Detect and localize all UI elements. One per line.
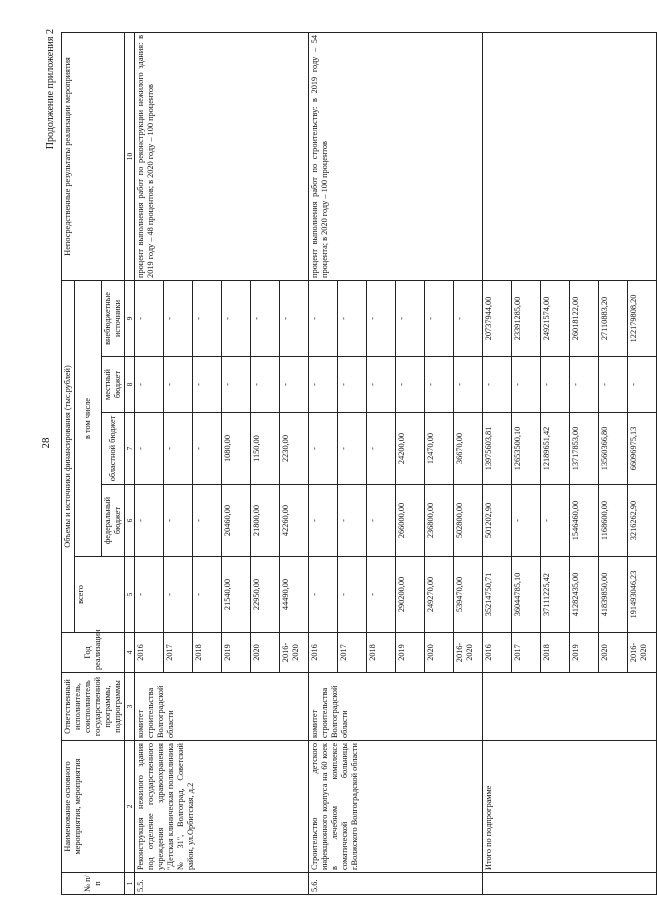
cell-local: - [483,357,512,413]
cell-regional: - [193,413,222,485]
cell-extrabudget: - [193,280,222,356]
cell-local: - [396,357,425,413]
header-federal: федеральный бюджет [102,485,125,557]
cell-total: - [309,557,338,633]
cell-year: 2018 [541,633,570,673]
row-responsible: комитет строительства Волгоградской области [135,673,309,741]
funding-table [61,32,657,895]
cell-local: - [570,357,599,413]
cell-local: - [251,357,280,413]
cell-regional: 2230,00 [280,413,309,485]
cell-federal: 236800,00 [425,485,454,557]
cell-year: 2017 [164,633,193,673]
row-num: 5.5. [135,873,309,895]
cell-local: - [425,357,454,413]
cell-local: - [309,357,338,413]
table-row [309,32,338,894]
cell-regional: 1150,00 [251,413,280,485]
cell-federal: - [541,485,570,557]
cell-year: 2020 [251,633,280,673]
cell-federal: - [367,485,396,557]
cell-extrabudget: - [222,280,251,356]
cell-year: 2016 [309,633,338,673]
cell-extrabudget: - [164,280,193,356]
col-number: 10 [125,32,135,280]
cell-federal: 1546460,00 [570,485,599,557]
cell-extrabudget: - [367,280,396,356]
table-row [135,32,164,894]
cell-year: 2018 [193,633,222,673]
col-number: 6 [125,485,135,557]
cell-extrabudget: 23391285,00 [512,280,541,356]
row-responsible [483,673,657,741]
cell-regional: 66096975,13 [628,413,657,485]
cell-total: 21540,00 [222,557,251,633]
cell-regional: 24200,00 [396,413,425,485]
page-number: 28 [40,437,52,449]
cell-federal: - [164,485,193,557]
cell-regional: - [338,413,367,485]
cell-total: - [367,557,396,633]
cell-year: 2019 [570,633,599,673]
cell-federal: 266000,00 [396,485,425,557]
table-body [135,32,657,894]
cell-year: 2016-2020 [628,633,657,673]
cell-extrabudget: 20737944,00 [483,280,512,356]
cell-regional: - [135,413,164,485]
header-regional: областной бюджет [102,413,125,485]
continuation-title: Продолжение приложения 2 [45,29,56,150]
cell-total: 249270,00 [425,557,454,633]
cell-total: 37111225,42 [541,557,570,633]
cell-federal: - [309,485,338,557]
cell-local: - [135,357,164,413]
header-including: в том числе [75,280,102,556]
cell-total: 41839850,00 [599,557,628,633]
cell-local: - [193,357,222,413]
cell-year: 2018 [367,633,396,673]
header-local: местный бюджет [102,357,125,413]
col-number: 8 [125,357,135,413]
rotated-table-page [43,25,648,895]
row-result [483,32,657,280]
header-total: всего [75,557,125,633]
cell-federal: 501202,90 [483,485,512,557]
cell-regional: 1080,00 [222,413,251,485]
header-num: № п/п [62,873,125,895]
col-number: 4 [125,633,135,673]
cell-local: - [367,357,396,413]
cell-extrabudget: 122179808,20 [628,280,657,356]
cell-regional: - [309,413,338,485]
col-number: 1 [125,873,135,895]
cell-total: 41282435,00 [570,557,599,633]
cell-local: - [338,357,367,413]
header-extrabudget: внебюджетные источники [102,280,125,356]
cell-total: 44490,00 [280,557,309,633]
row-name: Строительство детского инфекционного корпуса на 60 коек в лечебном комплексе соматической больницы г.Волжского Волгоградской области [309,741,483,873]
cell-regional: 12470,00 [425,413,454,485]
row-num: 5.6. [309,873,483,895]
header-name: Наименование основного мероприятия, мероприятия [62,741,125,873]
cell-local: - [628,357,657,413]
header-results: Непосредственные результаты реализации мероприятия [62,32,125,280]
cell-local: - [222,357,251,413]
cell-regional: 36670,00 [454,413,483,485]
cell-extrabudget: - [425,280,454,356]
cell-local: - [541,357,570,413]
cell-local: - [512,357,541,413]
row-name: Итого по подпрограмме [483,741,657,873]
cell-total: - [135,557,164,633]
cell-regional: - [367,413,396,485]
cell-year: 2017 [338,633,367,673]
header-responsible: Ответственный исполнитель, соисполнитель государственной программы, подпрограммы [62,673,125,741]
cell-year: 2019 [396,633,425,673]
cell-extrabudget: - [396,280,425,356]
header-year: Год реализации [62,633,125,673]
row-result: процент выполнения работ по реконструкции нежилого здания: в 2019 году – 48 процентов; в 2020 году – 100 процентов [135,32,309,280]
cell-federal: - [135,485,164,557]
cell-federal: 1168600,00 [599,485,628,557]
cell-year: 2016-2020 [454,633,483,673]
cell-federal: - [193,485,222,557]
col-number: 7 [125,413,135,485]
cell-local: - [454,357,483,413]
cell-year: 2020 [425,633,454,673]
header-funding: Объемы и источники финансирования (тыс.рублей) [62,280,75,632]
row-name: Реконструкция нежилого здания под отделение государственного учреждения здравоохранения "Детская клиническая поликлиника № 31", Волгоград, Советский район, ул.Орбитская, д.2 [135,741,309,873]
cell-total: 191493046,23 [628,557,657,633]
cell-year: 2016 [135,633,164,673]
cell-extrabudget: 27110883,20 [599,280,628,356]
cell-federal: - [512,485,541,557]
cell-federal: 42260,00 [280,485,309,557]
cell-extrabudget: - [135,280,164,356]
cell-year: 2020 [599,633,628,673]
cell-federal: 21800,00 [251,485,280,557]
cell-total: 539470,00 [454,557,483,633]
cell-federal: - [338,485,367,557]
cell-extrabudget: - [251,280,280,356]
cell-extrabudget: - [280,280,309,356]
row-responsible: комитет строительства Волгоградской области [309,673,483,741]
cell-federal: 20460,00 [222,485,251,557]
cell-extrabudget: - [454,280,483,356]
cell-year: 2019 [222,633,251,673]
cell-total: 35214750,71 [483,557,512,633]
cell-regional: 12189651,42 [541,413,570,485]
cell-federal: 502800,00 [454,485,483,557]
cell-local: - [280,357,309,413]
cell-regional: 13975603,81 [483,413,512,485]
cell-total: 22950,00 [251,557,280,633]
row-num [483,873,657,895]
cell-extrabudget: 24921574,00 [541,280,570,356]
cell-local: - [599,357,628,413]
cell-extrabudget: 26018122,00 [570,280,599,356]
cell-year: 2017 [512,633,541,673]
cell-total: - [338,557,367,633]
cell-total: 36044785,10 [512,557,541,633]
cell-total: - [164,557,193,633]
cell-year: 2016-2020 [280,633,309,673]
cell-year: 2016 [483,633,512,673]
cell-extrabudget: - [338,280,367,356]
cell-total: - [193,557,222,633]
cell-regional: 12653500,10 [512,413,541,485]
cell-extrabudget: - [309,280,338,356]
row-result: процент выполнения работ по строительству: в 2019 году – 54 процента; в 2020 году – 100 процентов [309,32,483,280]
cell-regional: - [164,413,193,485]
cell-local: - [164,357,193,413]
cell-regional: 13560366,80 [599,413,628,485]
cell-federal: 3216262,90 [628,485,657,557]
col-number: 5 [125,557,135,633]
table-row [483,32,512,894]
cell-regional: 13717853,00 [570,413,599,485]
col-number: 9 [125,280,135,356]
col-number: 3 [125,673,135,741]
cell-total: 290200,00 [396,557,425,633]
col-number: 2 [125,741,135,873]
